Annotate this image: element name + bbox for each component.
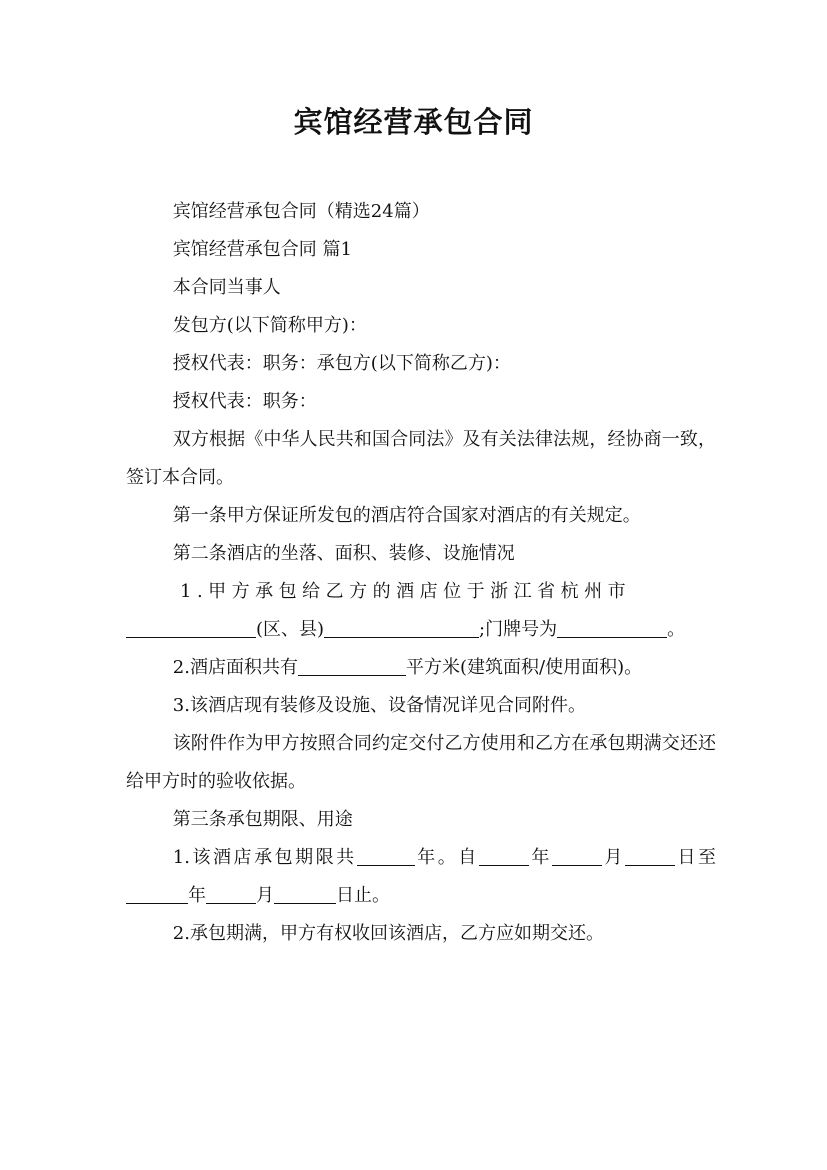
- text-segment: 年。自: [414, 847, 479, 868]
- paragraph-term: [126, 839, 716, 915]
- blank-house-number[interactable]: [557, 615, 667, 638]
- paragraph-location-cont: [126, 611, 716, 649]
- paragraph: 第二条酒店的坐落、面积、装修、设施情况: [172, 543, 515, 564]
- blank-years[interactable]: [357, 843, 415, 866]
- text-segment: ;门牌号为: [479, 619, 558, 640]
- blank-start-month[interactable]: [552, 843, 602, 866]
- blank-end-month[interactable]: [206, 881, 256, 904]
- text-segment: 月: [256, 885, 274, 906]
- paragraph-location: [126, 573, 716, 611]
- paragraph: 宾馆经营承包合同（精选24篇）: [172, 201, 430, 222]
- text-segment: 。: [667, 619, 686, 640]
- text-segment: 日止。: [336, 885, 390, 906]
- paragraph: 本合同当事人: [172, 277, 281, 298]
- blank-area[interactable]: [298, 653, 406, 676]
- text-segment: 日至: [674, 847, 717, 868]
- paragraph: 授权代表：职务：: [172, 391, 317, 412]
- text-segment: 年: [188, 885, 206, 906]
- paragraph: 第一条甲方保证所发包的酒店符合国家对酒店的有关规定。: [172, 505, 641, 526]
- text-segment: 月: [601, 847, 625, 868]
- paragraph: 第三条承包期限、用途: [172, 809, 353, 830]
- text-segment: 2.酒店面积共有: [172, 657, 298, 678]
- text-segment: 1.甲方承包给乙方的酒店位于浙江省杭州市: [180, 581, 632, 602]
- paragraph: 宾馆经营承包合同 篇1: [172, 239, 352, 260]
- paragraph-area: [126, 649, 716, 687]
- blank-district[interactable]: [126, 615, 256, 638]
- paragraph: 授权代表：职务：承包方(以下简称乙方)：: [172, 353, 511, 374]
- paragraph: 3.该酒店现有装修及设施、设备情况详见合同附件。: [172, 695, 586, 716]
- paragraph: 双方根据《中华人民共和国合同法》及有关法律法规，经协商一致，签订本合同。: [126, 429, 716, 488]
- blank-end-year[interactable]: [126, 881, 188, 904]
- paragraph: 发包方(以下简称甲方)：: [172, 315, 367, 336]
- text-segment: 年: [528, 847, 552, 868]
- text-segment: (区、县): [256, 619, 325, 640]
- blank-street[interactable]: [324, 615, 479, 638]
- blank-start-day[interactable]: [625, 843, 675, 866]
- paragraph: 2.承包期满，甲方有权收回该酒店，乙方应如期交还。: [172, 923, 604, 944]
- blank-start-year[interactable]: [479, 843, 529, 866]
- document-title: 宾馆经营承包合同: [293, 105, 534, 139]
- paragraph: 该附件作为甲方按照合同约定交付乙方使用和乙方在承包期满交还还给甲方时的验收依据。: [126, 733, 716, 792]
- text-segment: 1.该酒店承包期限共: [172, 847, 357, 868]
- blank-end-day[interactable]: [274, 881, 336, 904]
- text-segment: 平方米(建筑面积/使用面积)。: [405, 657, 643, 678]
- document-body: [126, 193, 716, 953]
